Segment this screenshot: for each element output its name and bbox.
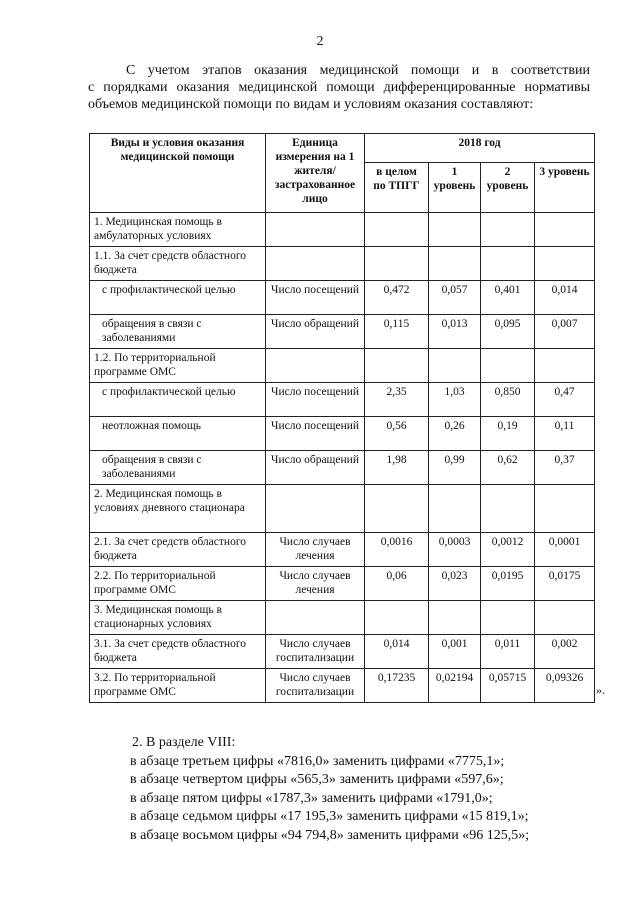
row-value: 0,002 — [535, 635, 595, 669]
row-value: 0,11 — [535, 417, 595, 451]
closing-quote: ». — [596, 683, 605, 697]
row-value: 2,35 — [365, 383, 429, 417]
row-unit — [266, 601, 365, 635]
row-unit — [266, 485, 365, 533]
norms-table — [89, 133, 595, 703]
row-label: 1.1. За счет средств областного бюджета — [90, 247, 266, 281]
table-row — [90, 213, 595, 247]
row-value — [429, 247, 481, 281]
table-row — [90, 451, 595, 485]
row-unit — [266, 247, 365, 281]
row-value: 0,014 — [365, 635, 429, 669]
changes-section — [130, 734, 529, 845]
row-label: 1. Медицинская помощь в амбулаторных условиях — [90, 213, 266, 247]
row-value: 0,0016 — [365, 533, 429, 567]
row-value: 0,023 — [429, 567, 481, 601]
row-value: 0,37 — [535, 451, 595, 485]
table-row — [90, 417, 595, 451]
row-value: 0,0003 — [429, 533, 481, 567]
table-row — [90, 601, 595, 635]
row-value: 0,011 — [481, 635, 535, 669]
row-value — [535, 601, 595, 635]
row-label: обращения в связи с заболеваниями — [90, 315, 266, 349]
header-level-3: 3 уровень — [535, 162, 595, 212]
table-header-row — [90, 134, 595, 163]
header-level-1: 1 уровень — [429, 162, 481, 212]
row-label: 2.1. За счет средств областного бюджета — [90, 533, 266, 567]
table-row — [90, 567, 595, 601]
row-value: 0,014 — [535, 281, 595, 315]
header-unit: Единица измерения на 1 жителя/ застрахованное лицо — [266, 134, 365, 213]
row-value: 0,0012 — [481, 533, 535, 567]
row-value: 0,0175 — [535, 567, 595, 601]
row-value: 0,472 — [365, 281, 429, 315]
row-value — [481, 485, 535, 533]
intro-paragraph — [88, 62, 590, 113]
row-value — [481, 349, 535, 383]
change-item: в абзаце восьмом цифры «94 794,8» заменить цифрами «96 125,5»; — [130, 827, 530, 843]
row-value — [535, 247, 595, 281]
row-value — [429, 213, 481, 247]
page-number: 2 — [316, 34, 324, 49]
row-label: 1.2. По территориальной программе ОМС — [90, 349, 266, 383]
row-value: 0,115 — [365, 315, 429, 349]
table-body — [90, 213, 595, 703]
row-value: 0,09326 — [535, 669, 595, 703]
row-value: 0,17235 — [365, 669, 429, 703]
row-unit: Число обращений — [266, 451, 365, 485]
row-unit: Число посещений — [266, 383, 365, 417]
change-item: в абзаце седьмом цифры «17 195,3» заменить цифрами «15 819,1»; — [130, 809, 529, 824]
row-unit: Число посещений — [266, 417, 365, 451]
row-unit: Число посещений — [266, 281, 365, 315]
row-value: 0,401 — [481, 281, 535, 315]
row-unit: Число случаев госпитализации — [266, 635, 365, 669]
row-value: 1,03 — [429, 383, 481, 417]
row-value — [535, 485, 595, 533]
table-row — [90, 349, 595, 383]
table-row — [90, 383, 595, 417]
row-value: 0,56 — [365, 417, 429, 451]
row-value — [481, 247, 535, 281]
row-value: 0,99 — [429, 451, 481, 485]
header-year: 2018 год — [365, 134, 595, 163]
intro-line: объемов медицинской помощи по видам и условиям оказания составляют: — [88, 97, 534, 112]
row-label: 3. Медицинская помощь в стационарных условиях — [90, 601, 266, 635]
table-row — [90, 281, 595, 315]
row-value — [429, 485, 481, 533]
row-value: 0,013 — [429, 315, 481, 349]
row-value: 0,47 — [535, 383, 595, 417]
row-value: 0,19 — [481, 417, 535, 451]
row-value — [429, 601, 481, 635]
row-value: 0,62 — [481, 451, 535, 485]
header-level-2: 2 уровень — [481, 162, 535, 212]
row-value — [365, 247, 429, 281]
table-row — [90, 315, 595, 349]
row-unit: Число обращений — [266, 315, 365, 349]
table-row — [90, 635, 595, 669]
row-value: 0,057 — [429, 281, 481, 315]
changes-heading: 2. В разделе VIII: — [132, 735, 236, 750]
row-value — [535, 349, 595, 383]
row-value — [365, 213, 429, 247]
row-label: 3.1. За счет средств областного бюджета — [90, 635, 266, 669]
row-label: с профилактической целью — [90, 383, 266, 417]
header-total: в целом по ТПГГ — [365, 162, 429, 212]
row-value: 0,0195 — [481, 567, 535, 601]
row-label: обращения в связи с заболеваниями — [90, 451, 266, 485]
row-value: 0,0001 — [535, 533, 595, 567]
row-value — [481, 213, 535, 247]
row-value: 0,001 — [429, 635, 481, 669]
header-type: Виды и условия оказания медицинской помощи — [90, 134, 266, 213]
intro-line: с порядками оказания медицинской помощи дифференцированные нормативы — [88, 80, 590, 95]
table-row — [90, 533, 595, 567]
row-unit: Число случаев лечения — [266, 533, 365, 567]
row-value: 0,02194 — [429, 669, 481, 703]
row-unit: Число случаев лечения — [266, 567, 365, 601]
row-value: 0,850 — [481, 383, 535, 417]
row-label: с профилактической целью — [90, 281, 266, 315]
row-label: 3.2. По территориальной программе ОМС — [90, 669, 266, 703]
row-label: 2.2. По территориальной программе ОМС — [90, 567, 266, 601]
row-value: 1,98 — [365, 451, 429, 485]
row-value: 0,05715 — [481, 669, 535, 703]
row-unit: Число случаев госпитализации — [266, 669, 365, 703]
row-value — [535, 213, 595, 247]
row-value: 0,06 — [365, 567, 429, 601]
table-row — [90, 485, 595, 533]
change-item: в абзаце пятом цифры «1787,3» заменить цифрами «1791,0»; — [130, 790, 493, 806]
row-value: 0,007 — [535, 315, 595, 349]
row-value: 0,26 — [429, 417, 481, 451]
intro-line: С учетом этапов оказания медицинской помощи и в соответствии — [126, 63, 590, 78]
table-row — [90, 247, 595, 281]
row-value — [365, 485, 429, 533]
row-label: 2. Медицинская помощь в условиях дневного стационара — [90, 485, 266, 533]
row-value: 0,095 — [481, 315, 535, 349]
row-value — [365, 601, 429, 635]
row-value — [481, 601, 535, 635]
change-item: в абзаце четвертом цифры «565,3» заменить цифрами «597,6»; — [130, 772, 504, 787]
row-value — [365, 349, 429, 383]
row-label: неотложная помощь — [90, 417, 266, 451]
table-row — [90, 669, 595, 703]
change-item: в абзаце третьем цифры «7816,0» заменить цифрами «7775,1»; — [130, 753, 505, 769]
row-value — [429, 349, 481, 383]
row-unit — [266, 349, 365, 383]
row-unit — [266, 213, 365, 247]
